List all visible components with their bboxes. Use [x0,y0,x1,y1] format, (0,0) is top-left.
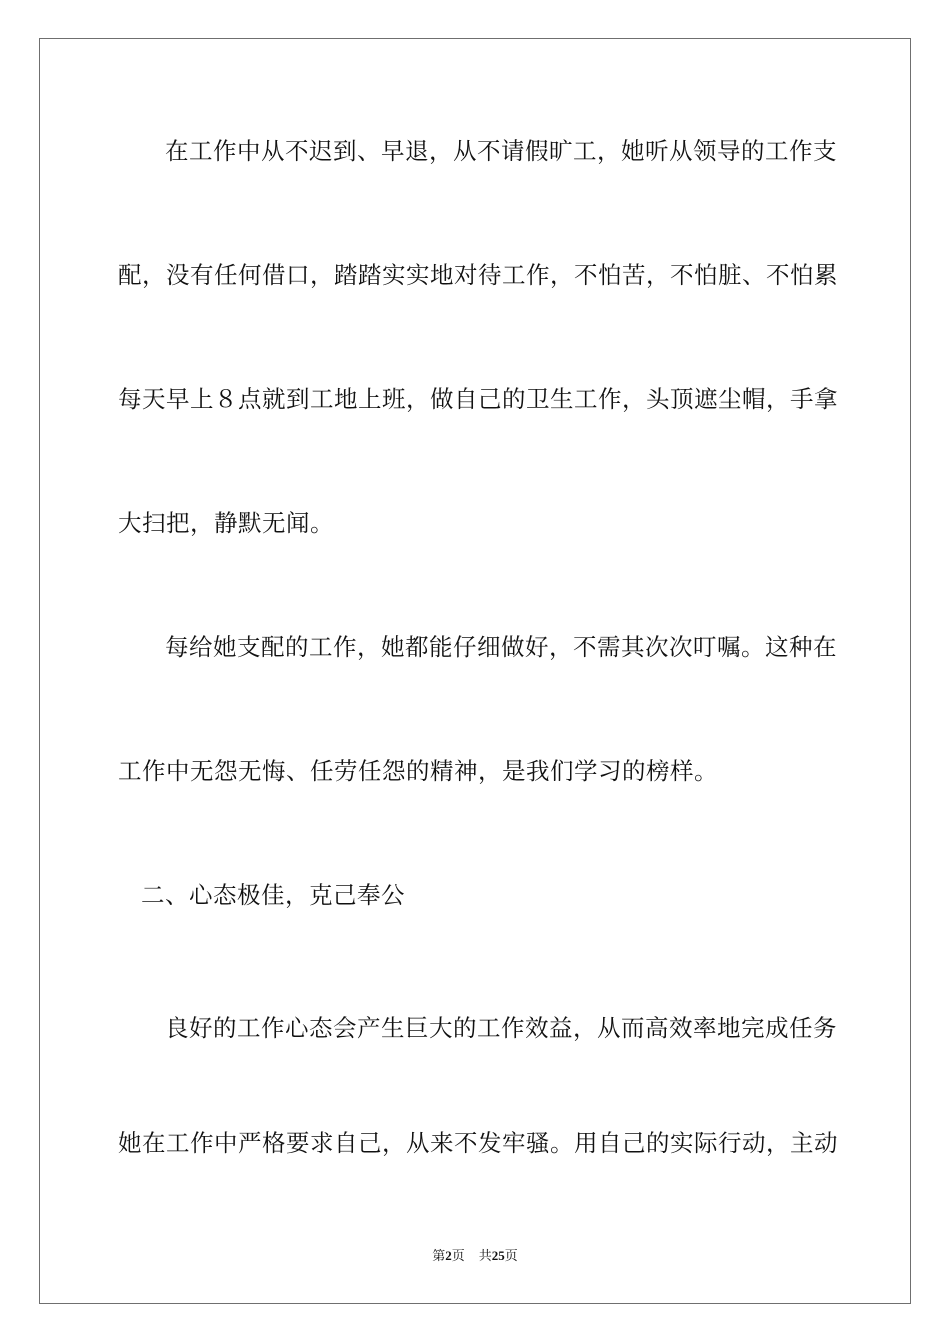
page-border [39,38,911,1304]
footer-total-prefix: 共 [478,1249,492,1264]
paragraph-1-line-2: 配，没有任何借口，踏踏实实地对待工作，不怕苦，不怕脏、不怕累 [118,261,838,289]
footer-total-suffix: 页 [504,1249,518,1264]
paragraph-1-line-1: 在工作中从不迟到、早退，从不请假旷工，她听从领导的工作支 [165,137,837,165]
paragraph-3-line-1: 良好的工作心态会产生巨大的工作效益，从而高效率地完成任务 [165,1014,837,1042]
page-footer [0,1247,950,1266]
section-heading: 二、心态极佳，克己奉公 [141,881,405,909]
footer-page-suffix: 页 [451,1249,465,1264]
paragraph-2-line-2: 工作中无怨无悔、任劳任怨的精神，是我们学习的榜样。 [118,757,718,785]
footer-current-page: 2 [445,1248,452,1263]
paragraph-1-line-3: 每天早上８点就到工地上班，做自己的卫生工作，头顶遮尘帽，手拿 [118,385,838,413]
footer-total-pages: 25 [491,1248,505,1263]
footer-page-prefix: 第 [432,1249,446,1264]
paragraph-3-line-2: 她在工作中严格要求自己，从来不发牢骚。用自己的实际行动，主动 [118,1129,838,1157]
paragraph-2-line-1: 每给她支配的工作，她都能仔细做好，不需其次次叮嘱。这种在 [165,633,837,661]
paragraph-1-line-4: 大扫把，静默无闻。 [118,509,334,537]
